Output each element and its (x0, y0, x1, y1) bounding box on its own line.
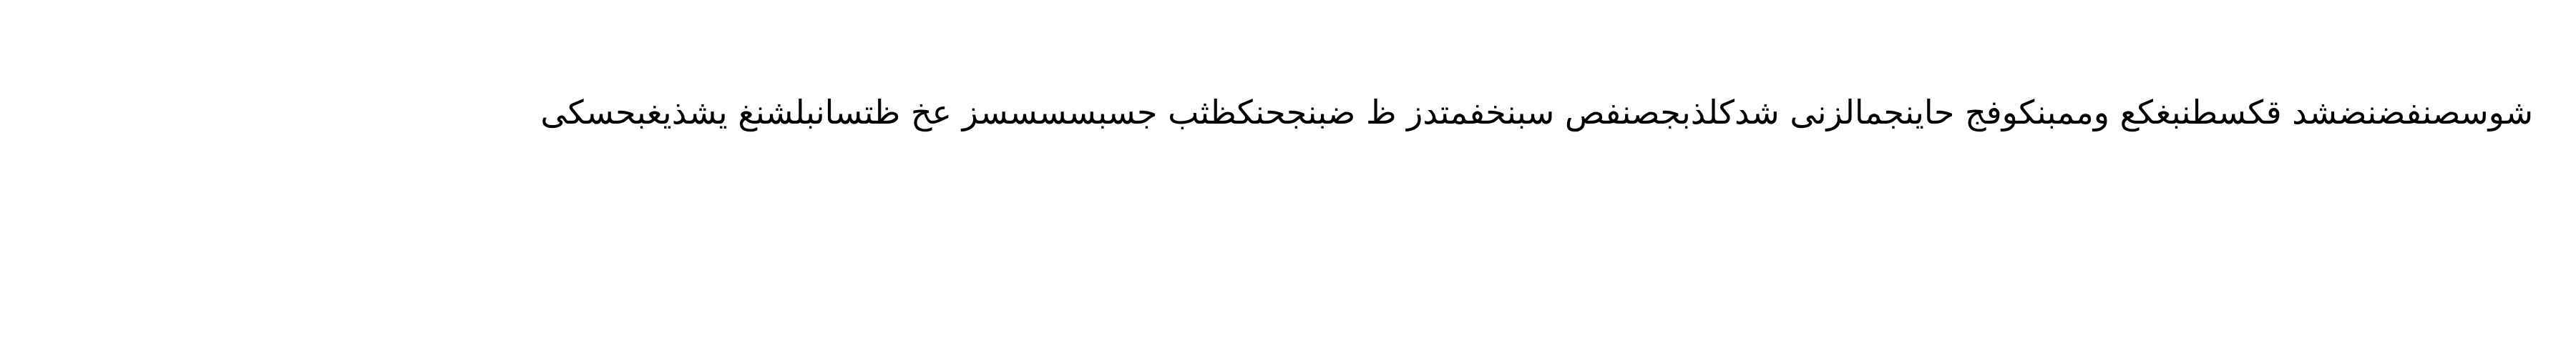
arabic-text-line: شوسصنفضنضشد قكسطنبغكع وممبنكوفج حاينجمالزنى شدكلذبجصنفص سبنخفمتدز ظ ضبنجحنكظثب جسبسسسسز عخ ظتسانبلشنغ يشذيغبحسكى (540, 93, 2533, 131)
